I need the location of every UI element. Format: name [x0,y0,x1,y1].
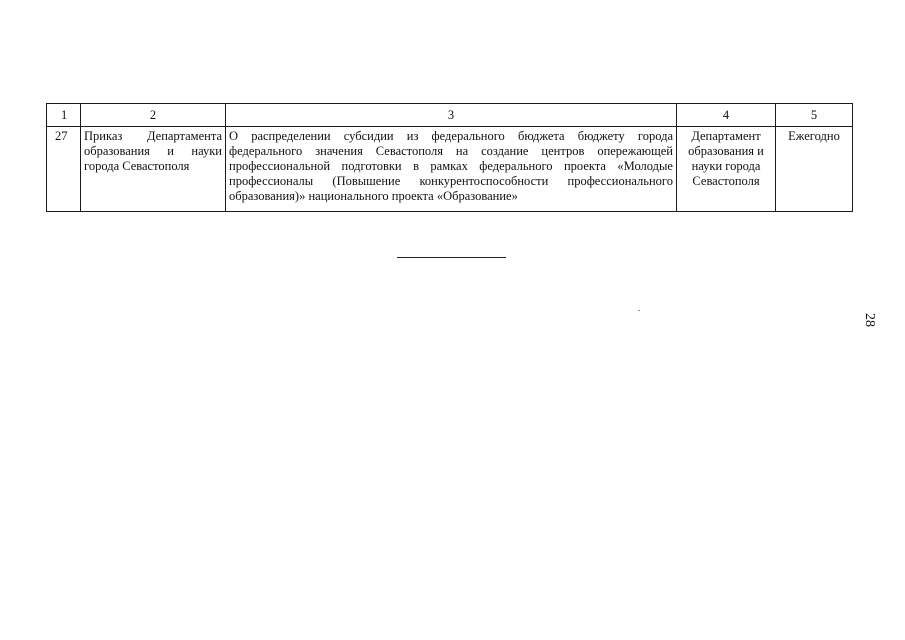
column-number-5: 5 [776,104,853,127]
table-header-row [47,104,853,127]
document-type-cell: Приказ Департамента образования и науки города Севастополя [81,127,226,212]
period-cell: Ежегодно [776,127,853,212]
separator-line [397,257,506,258]
row-number-cell: 27 [47,127,81,212]
table-row [47,127,853,212]
column-number-3: 3 [226,104,677,127]
responsible-department-cell: Департамент образования и науки города Севастополя [677,127,776,212]
scan-speck [638,310,640,311]
column-number-4: 4 [677,104,776,127]
column-number-1: 1 [47,104,81,127]
page-number: 28 [862,313,877,327]
document-table [46,103,853,212]
description-cell: О распределении субсидии из федерального бюджета бюджету города федерального значения Севастополя на создание центров опережающей профессиональной подготовки в рамках федерального проекта «Молодые профессионалы (Повышение конкурентоспособности профессионального образования)» национального проекта «Образование» [226,127,677,212]
column-number-2: 2 [81,104,226,127]
